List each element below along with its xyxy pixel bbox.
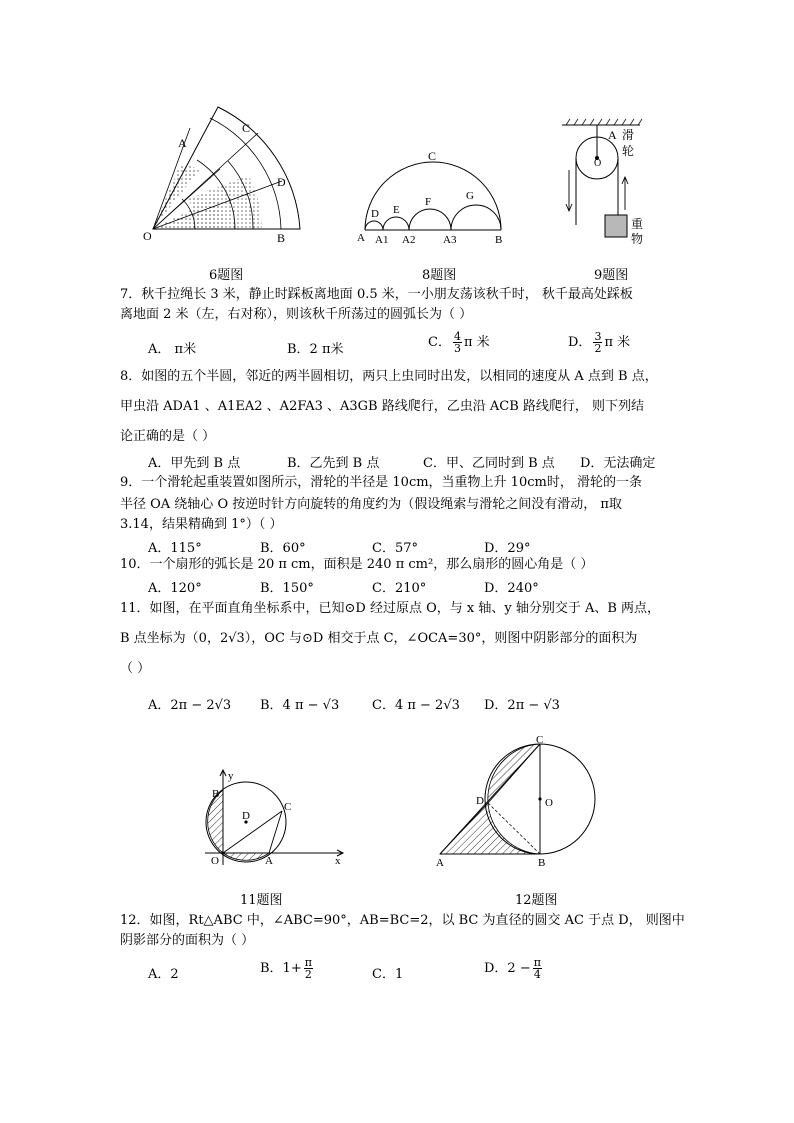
q7-option-a: A． π米 [148,342,197,357]
q8-line2: 甲虫沿 ADA1 、A1EA2 、A2FA3 、A3GB 路线爬行，乙虫沿 ACB 路线爬行， 则下列结 [120,399,645,414]
label-pulley: 滑 [622,128,635,142]
q8-option-d: D．无法确定 [580,456,656,471]
label-o: O [594,158,602,169]
label-c: C [242,121,251,135]
label-o: O [545,797,553,809]
label-a3: A3 [443,234,457,246]
label-weight1: 重 [631,217,644,231]
caption-fig6: 6题图 [209,268,244,283]
label-a: A [608,128,617,142]
q9-option-c: C．57° [372,541,418,556]
figure-9 [560,115,645,250]
q11-line2: B 点坐标为（0，2√3），OC 与⊙D 相交于点 C，∠OCA=30°，则图中阴影部分的面积为 [120,631,638,646]
q10-option-c: C．210° [372,581,427,596]
q12-option-c: C．1 [372,967,404,982]
q10-option-b: B．150° [260,581,314,596]
label-d: D [371,208,379,220]
label-y: y [228,770,234,782]
q11-option-d: D．2π − √3 [484,698,560,713]
label-a: A [436,857,444,869]
q7-option-c: C． $\frac{4}{3}$ π 米 [428,330,490,355]
q7-option-d: D． $\frac{3}{2}$ π 米 [568,330,631,355]
label-a: A [265,855,273,867]
label-e: E [393,204,400,216]
q9-line2: 半径 OA 绕轴心 O 按逆时针方向旋转的角度约为（假设绳索与滑轮之间没有滑动， π取 [120,497,622,512]
label-a1: A1 [375,234,389,246]
label-b: B [495,234,503,246]
label-d: D [277,175,286,189]
q7-option-b: B．2 π米 [287,342,344,357]
q12-line1: 12．如图，Rt△ABC 中，∠ABC=90°，AB=BC=2，以 BC 为直径的圆交 AC 于点 D， 则图中 [120,913,685,928]
caption-fig9: 9题图 [594,268,629,283]
label-weight2: 物 [631,232,644,246]
label-a: A [357,232,365,244]
q9-line3: 3.14，结果精确到 1°）（ ） [120,517,283,532]
q11-option-c: C．4 π − 2√3 [372,698,460,713]
figure-11 [195,765,355,870]
q7-line2: 离地面 2 米（左，右对称），则该秋千所荡过的圆弧长为（ ） [120,307,473,322]
q12-option-b: B．1+ $\frac{\pi}{2}$ [260,956,312,981]
label-c: C [428,149,437,163]
q9-option-a: A．115° [148,541,202,556]
caption-fig12: 12题图 [515,893,558,908]
q12-option-a: A．2 [148,967,179,982]
q11-line1: 11．如图，在平面直角坐标系中，已知⊙D 经过原点 O，与 x 轴、y 轴分别交于 A、B 两点， [120,601,661,616]
label-d: D [476,795,484,807]
label-o: O [211,855,219,867]
label-g: G [466,190,474,202]
q12-line2: 阴影部分的面积为（ ） [120,933,255,948]
q9-option-b: B．60° [260,541,306,556]
figure-8 [355,145,510,250]
q12-option-d: D．2 − $\frac{\pi}{4}$ [484,956,541,981]
label-a2: A2 [402,234,416,246]
q8-option-a: A．甲先到 B 点 [148,456,241,471]
label-wheel: 轮 [622,144,635,158]
q8-line1: 8．如图的五个半圆，邻近的两半圆相切，两只上虫同时出发，以相同的速度从 A 点到 B 点， [120,369,658,384]
label-o: O [143,229,152,243]
label-x: x [335,855,341,867]
q10-line1: 10．一个扇形的弧长是 20 π cm，面积是 240 π cm²，那么扇形的圆心角是（ ） [120,557,594,572]
figure-6 [140,105,305,250]
label-b: B [212,788,220,800]
label-d: D [242,810,250,822]
label-b: B [538,857,546,869]
q10-option-a: A．120° [148,581,202,596]
caption-fig11: 11题图 [240,893,283,908]
q8-option-c: C．甲、乙同时到 B 点 [423,456,555,471]
q11-line3: （ ） [120,661,151,676]
q9-option-d: D．29° [484,541,531,556]
figure-12 [430,735,600,870]
label-f: F [425,196,432,208]
label-b: B [277,231,286,245]
q9-line1: 9．一个滑轮起重装置如图所示，滑轮的半径是 10cm，当重物上升 10cm时， 滑轮的一条 [120,475,642,490]
q10-option-d: D．240° [484,581,539,596]
caption-fig8: 8题图 [422,268,457,283]
q8-line3: 论正确的是（ ） [120,429,216,444]
label-c: C [284,801,292,813]
q11-option-a: A．2π − 2√3 [148,698,232,713]
label-c: C [536,735,544,746]
label-a: A [178,136,187,150]
q7-line1: 7．秋千拉绳长 3 米，静止时踩板离地面 0.5 米，一小朋友荡该秋千时， 秋千最高处踩板 [120,287,633,302]
q11-option-b: B．4 π − √3 [260,698,340,713]
q8-option-b: B．乙先到 B 点 [287,456,380,471]
